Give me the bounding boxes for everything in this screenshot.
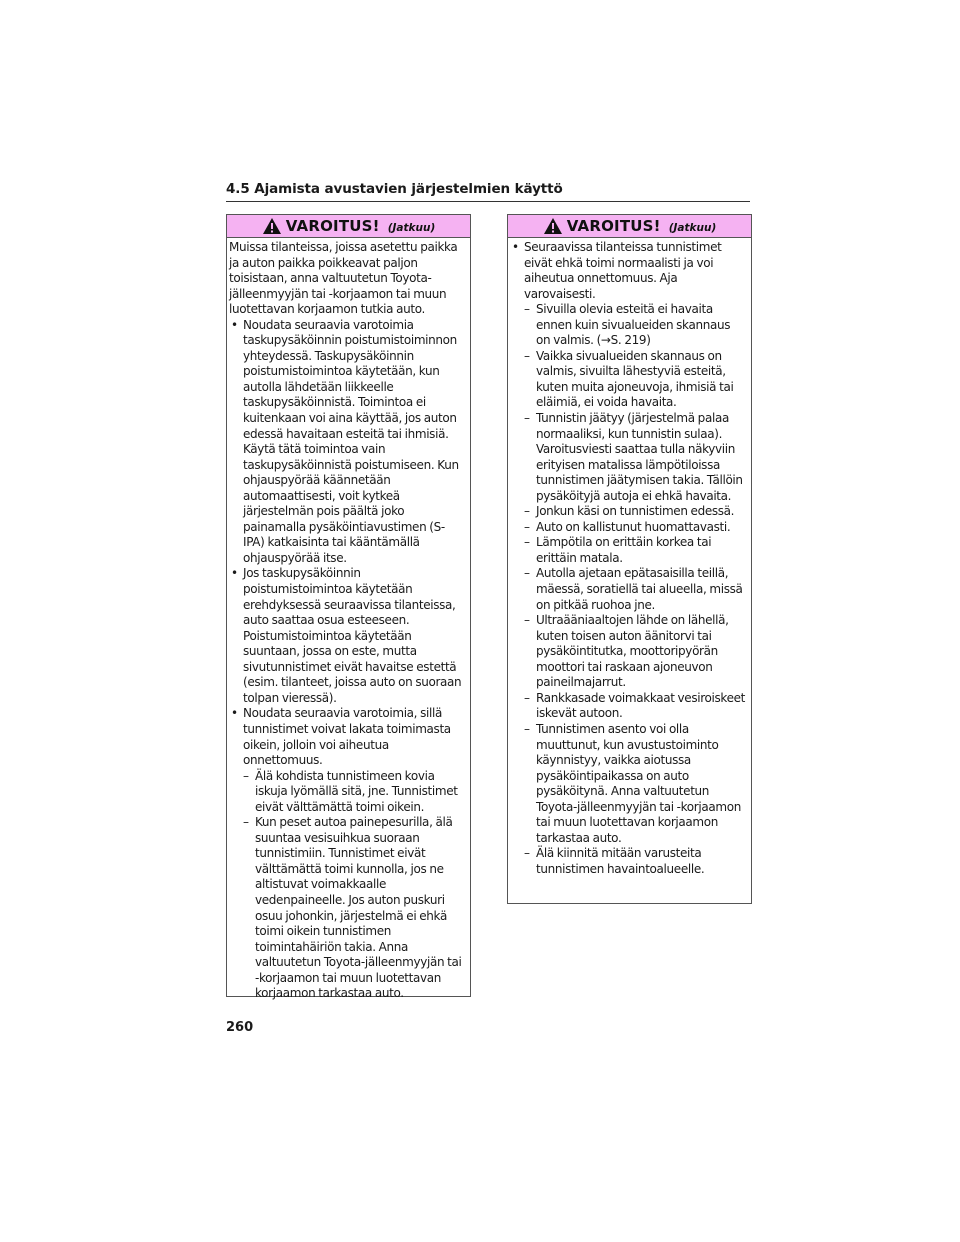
warning-body-right xyxy=(508,238,751,877)
bullet-item: • Seuraavissa tilanteissa tunnistimet eivät ehkä toimi normaalisti ja voi aiheutua onnettomuus. Aja varovaisesti. xyxy=(510,240,747,302)
warning-body-left xyxy=(227,238,470,1002)
dash-item: – Jonkun käsi on tunnistimen edessä. xyxy=(524,504,735,519)
bullet-item: • Jos taskupysäköinnin poistumistoimintoa käytetään erehdyksessä seuraavissa tilanteissa, auto saattaa osua esteeseen. Poistumistoimintoa käytetään suuntaan, jossa on este, mutta sivutunnistimet eivät havaitse estettä (esim. tilanteet, joissa auto on suoraan tolpan vieressä). xyxy=(229,566,466,706)
warning-header xyxy=(227,215,470,238)
bullet-item: • Noudata seuraavia varotoimia, sillä tunnistimet voivat lakata toimimasta oikein, jolloin voi aiheutua onnettomuus. xyxy=(229,706,466,768)
warning-title: VAROITUS! xyxy=(566,217,661,235)
dash-item: – Auto on kallistunut huomattavasti. xyxy=(524,519,731,534)
warning-box-right xyxy=(507,214,752,904)
dash-item: – Tunnistin jäätyy (järjestelmä palaa normaaliksi, kun tunnistin sulaa). Varoitusviesti saattaa tulla näkyviin erityisen matalissa lämpötiloissa tunnistimen jäätymisen takia. Tällöin pysäköityjä autoja ei ehkä havaita. xyxy=(524,411,743,503)
dash-item: – Tunnistimen asento voi olla muuttunut, kun avustustoiminto käynnistyy, vaikka aiotussa pysäköintipaikassa on auto pysäköitynä. Anna valtuutetun Toyota-jälleenmyyjän tai -korjaamon tai muun luotettavan korjaamon tarkastaa auto. xyxy=(524,721,741,845)
dash-item: – Vaikka sivualueiden skannaus on valmis, sivuilta lähestyviä esteitä, kuten muita ajoneuvoja, ihmisiä tai eläimiä, ei voida havaita. xyxy=(524,348,734,410)
warning-icon xyxy=(543,217,563,235)
dash-item: – Autolla ajetaan epätasaisilla teillä, mäessä, soratiellä tai alueella, missä on pitkää ruohoa jne. xyxy=(524,566,743,612)
section-header: 4.5 Ajamista avustavien järjestelmien käyttö xyxy=(226,181,750,202)
dash-item: – Älä kiinnitä mitään varusteita tunnistimen havaintoalueelle. xyxy=(524,846,705,876)
dash-item: – Kun peset autoa painepesurilla, älä suuntaa vesisuihkua suoraan tunnistimiin. Tunnistimet eivät välttämättä toimi kunnolla, jos ne altistuvat voimakkaalle vedenpaineelle. Jos auton puskuri osuu johonkin, järjestelmä ei ehkä toimi oikein tunnistimen toimintahäiriön takia. Anna valtuutetun Toyota-jälleenmyyjän tai -korjaamon tai muun luotettavan korjaamon tarkastaa auto. xyxy=(243,815,462,1001)
dash-item: – Ultraääniaaltojen lähde on lähellä, kuten toisen auton äänitorvi tai pysäköintitutka, moottoripyörän moottori tai raskaan ajoneuvon paineilmajarrut. xyxy=(524,613,729,690)
dash-item: – Älä kohdista tunnistimeen kovia iskuja lyömällä sitä, jne. Tunnistimet eivät välttämättä toimi oikein. xyxy=(243,768,458,814)
dash-item: – Sivuilla olevia esteitä ei havaita ennen kuin sivualueiden skannaus on valmis. (→S. 219) xyxy=(524,302,731,348)
page-number: 260 xyxy=(226,1020,254,1035)
dash-item: – Rankkasade voimakkaat vesiroiskeet iskevät autoon. xyxy=(524,690,745,721)
warning-continued: (Jatkuu) xyxy=(668,221,717,234)
dash-item: – Lämpötila on erittäin korkea tai erittäin matala. xyxy=(524,535,712,565)
intro-paragraph: Muissa tilanteissa, joissa asetettu paikka ja auton paikka poikkeavat paljon toisistaan, anna valtuutetun Toyota-jälleenmyyjän tai -korjaamon tai muun luotettavan korjaamon tutkia auto. xyxy=(229,240,458,317)
warning-box-left xyxy=(226,214,471,1001)
warning-title: VAROITUS! xyxy=(285,217,380,235)
warning-header xyxy=(508,215,751,238)
warning-icon xyxy=(262,217,282,235)
bullet-item: • Noudata seuraavia varotoimia taskupysäköinnin poistumistoiminnon yhteydessä. Taskupysäköinnin poistumistoimintoa käytetään, kun autolla lähdetään liikkeelle taskupysäköinnistä. Toimintoa ei kuitenkaan voi aina käyttää, jos auton edessä havaitaan esteitä tai ihmisiä. Käytä tätä toimintoa vain taskupysäköinnistä poistumiseen. Kun ohjauspyörää käännetään automaattisesti, voit kytkeä järjestelmän pois päältä joko painamalla pysäköintiavustimen (S-IPA) katkaisinta tai kääntämällä ohjauspyörää itse. xyxy=(229,318,466,567)
warning-continued: (Jatkuu) xyxy=(387,221,436,234)
